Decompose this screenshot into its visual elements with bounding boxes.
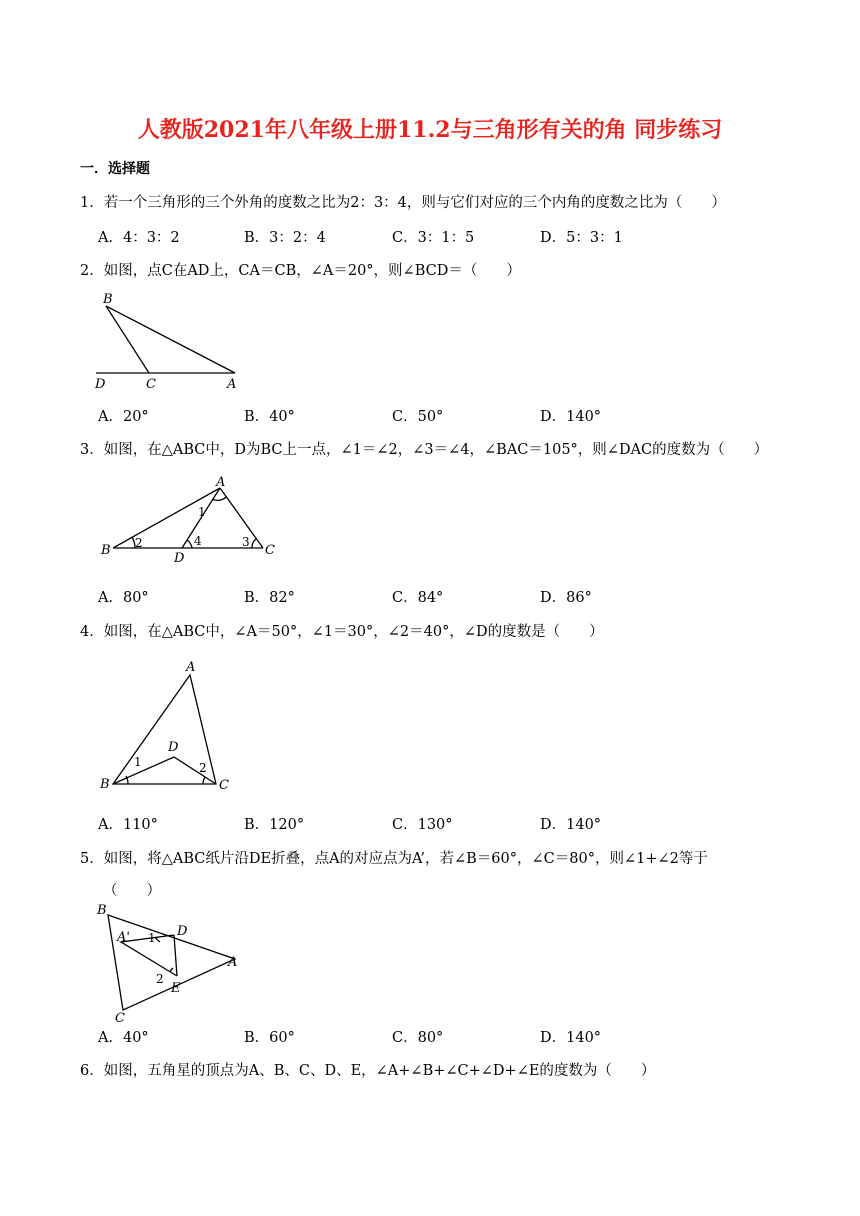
- q4-label-d: D: [168, 740, 179, 755]
- question-5-figure: [90, 898, 250, 1026]
- q2-label-a: A: [227, 377, 237, 392]
- question-1-option-c: C．3：1：5: [392, 230, 475, 246]
- question-3-figure: [95, 470, 295, 570]
- question-5-stem: 5．如图，将△ABC纸片沿DE折叠，点A的对应点为A’，若∠B＝60°，∠C＝80°，则∠1+∠2等于: [80, 851, 708, 867]
- question-3-option-c: C．84°: [392, 590, 444, 606]
- q3-label-c: C: [265, 543, 275, 558]
- question-1-stem: 1．若一个三角形的三个外角的度数之比为2：3：4，则与它们对应的三个内角的度数之比为（ ）: [80, 195, 726, 211]
- q2-label-b: B: [103, 292, 113, 307]
- question-4-option-c: C．130°: [392, 817, 453, 833]
- section-heading: 一．选择题: [80, 161, 150, 177]
- q4-label-a: A: [186, 660, 196, 675]
- question-2-option-d: D．140°: [540, 409, 602, 425]
- question-2-option-a: A．20°: [98, 409, 149, 425]
- q5-label-1: 1: [148, 931, 156, 945]
- question-2-stem: 2．如图，点C在AD上，CA＝CB，∠A＝20°，则∠BCD＝（ ）: [80, 263, 521, 279]
- question-1-option-a: A．4：3：2: [98, 230, 180, 246]
- q3-label-1: 1: [198, 505, 206, 519]
- question-4-figure: [95, 655, 245, 795]
- question-6-stem: 6．如图，五角星的顶点为A、B、C、D、E，∠A+∠B+∠C+∠D+∠E的度数为（ ）: [80, 1063, 656, 1079]
- question-1-option-b: B．3：2：4: [244, 230, 326, 246]
- question-3-option-b: B．82°: [244, 590, 295, 606]
- q5-label-a-prime: A': [117, 930, 130, 945]
- q5-label-b: B: [97, 903, 107, 918]
- q5-label-d: D: [177, 924, 188, 939]
- question-2-figure: [90, 290, 250, 390]
- question-5-option-d: D．140°: [540, 1030, 602, 1046]
- q5-label-2: 2: [156, 972, 164, 986]
- question-5-stem-cont: （ ）: [103, 883, 161, 899]
- question-4-option-a: A．110°: [98, 817, 158, 833]
- q3-label-a: A: [216, 475, 226, 490]
- question-4-option-b: B．120°: [244, 817, 305, 833]
- q3-label-3: 3: [242, 535, 250, 549]
- question-3-option-a: A．80°: [98, 590, 149, 606]
- q4-label-b: B: [100, 777, 110, 792]
- q4-label-1: 1: [134, 755, 142, 769]
- question-5-option-c: C．80°: [392, 1030, 444, 1046]
- q5-label-c: C: [115, 1011, 125, 1026]
- q4-label-2: 2: [199, 761, 207, 775]
- q2-label-c: C: [146, 377, 156, 392]
- q3-label-b: B: [101, 543, 111, 558]
- page-title: 人教版2021年八年级上册11.2与三角形有关的角 同步练习: [137, 117, 723, 143]
- q3-label-4: 4: [194, 534, 202, 548]
- q5-label-e: E: [171, 981, 181, 996]
- question-5-option-b: B．60°: [244, 1030, 295, 1046]
- question-5-option-a: A．40°: [98, 1030, 149, 1046]
- q4-label-c: C: [219, 778, 229, 793]
- question-4-stem: 4．如图，在△ABC中，∠A＝50°，∠1＝30°，∠2＝40°，∠D的度数是（ ）: [80, 624, 604, 640]
- question-4-option-d: D．140°: [540, 817, 602, 833]
- q2-label-d: D: [95, 377, 106, 392]
- q3-label-d: D: [174, 551, 185, 566]
- question-2-option-b: B．40°: [244, 409, 295, 425]
- question-3-option-d: D．86°: [540, 590, 592, 606]
- question-1-option-d: D．5：3：1: [540, 230, 623, 246]
- q5-label-a: A: [228, 955, 238, 970]
- question-3-stem: 3．如图，在△ABC中，D为BC上一点，∠1＝∠2，∠3＝∠4，∠BAC＝105°，则∠DAC的度数为（ ）: [80, 442, 769, 458]
- question-2-option-c: C．50°: [392, 409, 444, 425]
- q3-label-2: 2: [135, 536, 143, 550]
